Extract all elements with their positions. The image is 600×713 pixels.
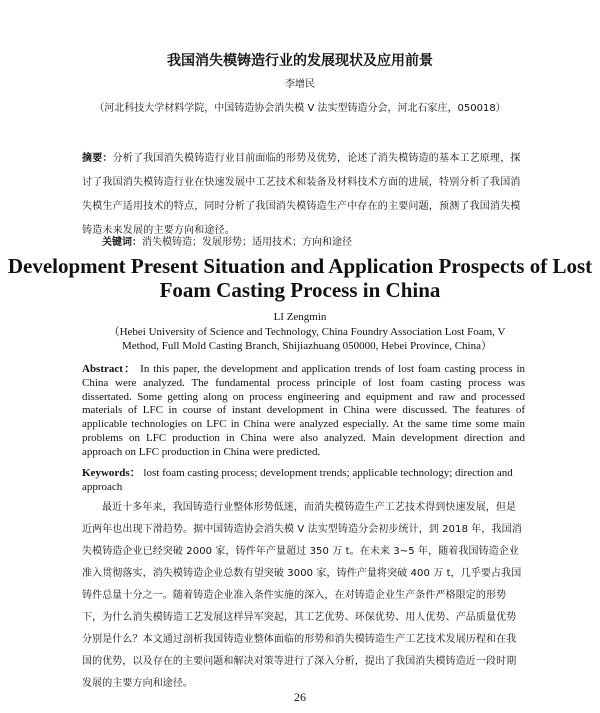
english-keywords — [82, 466, 525, 494]
english-affiliation: （Hebei University of Science and Technology, China Foundry Association Lost Foam, V Method, Full Mold Casting Branch, Shijiazhuang 050000, Hebei Province, China） — [108, 326, 506, 352]
english-abstract-label: Abstract： — [82, 363, 137, 375]
english-keywords-text: lost foam casting process; development trends; applicable technology; direction and approach — [82, 467, 513, 493]
english-abstract-text: In this paper, the development and application trends of lost foam casting process in China were analyzed. The fundamental process principle of lost foam casting process was dissertated. Some getting along on process engineering and equipment and raw and processed materials of LFC in course of instant development in China were discussed. The features of applicable technologies on LFC in China were analyzed especially. At the same time some main problems on LFC production in China were also analyzed. Main development direction and approach on LFC production in China were predicted. — [82, 363, 526, 458]
chinese-keywords-text: 消失模铸造；发展形势；适用技术；方向和途径 — [142, 237, 352, 248]
chinese-affiliation: （河北科技大学材料学院，中国铸造协会消失模 V 法实型铸造分会，河北石家庄，050018） — [94, 103, 506, 114]
english-keywords-label: Keywords： — [82, 467, 141, 479]
chinese-abstract-text: 分析了我国消失模铸造行业目前面临的形势及优势，论述了消失模铸造的基本工艺原理，探讨了我国消失模铸造行业在快速发展中工艺技术和装备及材料技术方面的进展，特别分析了我国消失模生产适用技术的特点，同时分析了我国消失模铸造生产中存在的主要问题，预测了我国消失模铸造未来发展的主要方向和途径。 — [82, 153, 521, 236]
english-abstract — [82, 363, 525, 460]
chinese-keywords-label: 关键词： — [102, 237, 142, 248]
page-number: 26 — [294, 690, 306, 704]
english-author: LI Zengmin — [273, 311, 327, 323]
chinese-title: 我国消失模铸造行业的发展现状及应用前景 — [167, 53, 433, 69]
english-title: Development Present Situation and Application Prospects of Lost Foam Casting Process in China — [7, 254, 593, 302]
chinese-abstract — [82, 147, 525, 243]
chinese-author: 李增民 — [285, 79, 315, 90]
chinese-keywords — [102, 233, 522, 248]
chinese-abstract-label: 摘要： — [82, 153, 113, 164]
body-paragraph: 最近十多年来，我国铸造行业整体形势低迷，而消失模铸造生产工艺技术得到快速发展，但是近两年也出现下滑趋势。据中国铸造协会消失模 V 法实型铸造分会初步统计，到 2018 年，我国消失模铸造企业已经突破 2000 家，铸件年产量超过 350 万 t。在未来 3~5 年，随着我国铸造企业准入贯彻落实，消失模铸造企业总数有望突破 3000 家，铸件产量将突破 400 万 t，几乎要占我国铸件总量十分之一。随着铸造企业准入条件实施的深入，在对铸造企业生产条件严格限定的形势下，为什么消失模铸造工艺发展这样异军突起，其工艺优势、环保优势、用人优势、产品质量优势分别是什么？本文通过剖析我国铸造业整体面临的形势和消失模铸造生产工艺技术发展历程和在我国的优势，以及存在的主要问题和解决对策等进行了深入分析，提出了我国消失模铸造近一段时期发展的主要方向和途径。 — [82, 502, 522, 689]
